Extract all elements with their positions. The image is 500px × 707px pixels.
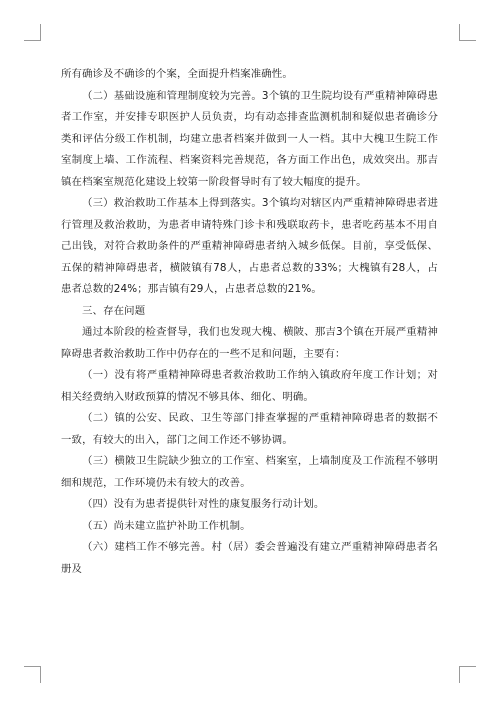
crop-mark-bottom-right — [459, 666, 476, 683]
crop-mark-top-right — [459, 24, 476, 41]
problem-item-1: （一）没有将严重精神障碍患者救治救助工作纳入镇政府年度工作计划；对相关经费纳入财政预算的情况不够具体、细化、明确。 — [61, 369, 438, 403]
section-heading-problems: 三、存在问题 — [82, 304, 146, 317]
crop-mark-top-left — [24, 24, 41, 41]
document-body — [61, 64, 438, 580]
problem-item-2: （二）镇的公安、民政、卫生等部门排查掌握的严重精神障碍患者的数据不一致，有较大的出入，部门之间工作还不够协调。 — [61, 412, 438, 446]
problem-item-4: （四）没有为患者提供针对性的康复服务行动计划。 — [82, 498, 325, 510]
paragraph-infrastructure: （二）基础设施和管理制度较为完善。3个镇的卫生院均设有严重精神障碍患者工作室，并安排专职医护人员负责，均有动态排查监测机制和疑似患者确诊分类和评估分级工作机制，均建立患者档案并做到一人一档。其中大槐卫生院工作室制度上墙、工作流程、档案资料完善规范，各方面工作出色，成效突出。那吉镇在档案室规范化建设上较第一阶段督导时有了较大幅度的提升。 — [61, 89, 438, 188]
paragraph-continued: 所有确诊及不确诊的个案，全面提升档案准确性。 — [61, 68, 293, 80]
problem-item-3: （三）横陂卫生院缺少独立的工作室、档案室，上墙制度及工作流程不够明细和规范，工作环境仍未有较大的改善。 — [61, 455, 438, 489]
paragraph-problems-intro: 通过本阶段的检查督导，我们也发现大槐、横陂、那吉3个镇在开展严重精神障碍患者救治救助工作中仍存在的一些不足和问题，主要有： — [61, 326, 438, 360]
paragraph-treatment-aid: （三）救治救助工作基本上得到落实。3个镇均对辖区内严重精神障碍患者进行管理及救治救助，为患者申请特殊门诊卡和残联取药卡，患者吃药基本不用自己出钱，对符合救助条件的严重精神障碍患者纳入城乡低保。目前，享受低保、五保的精神障碍患者，横陂镇有78人，占患者总数的33%；大槐镇有28人，占患者总数的24%；那吉镇有29人，占患者总数的21%。 — [61, 197, 438, 295]
problem-item-6: （六）建档工作不够完善。村（居）委会普遍没有建立严重精神障碍患者名册及 — [61, 541, 438, 575]
crop-mark-bottom-left — [24, 666, 41, 683]
problem-item-5: （五）尚未建立监护补助工作机制。 — [82, 519, 251, 532]
